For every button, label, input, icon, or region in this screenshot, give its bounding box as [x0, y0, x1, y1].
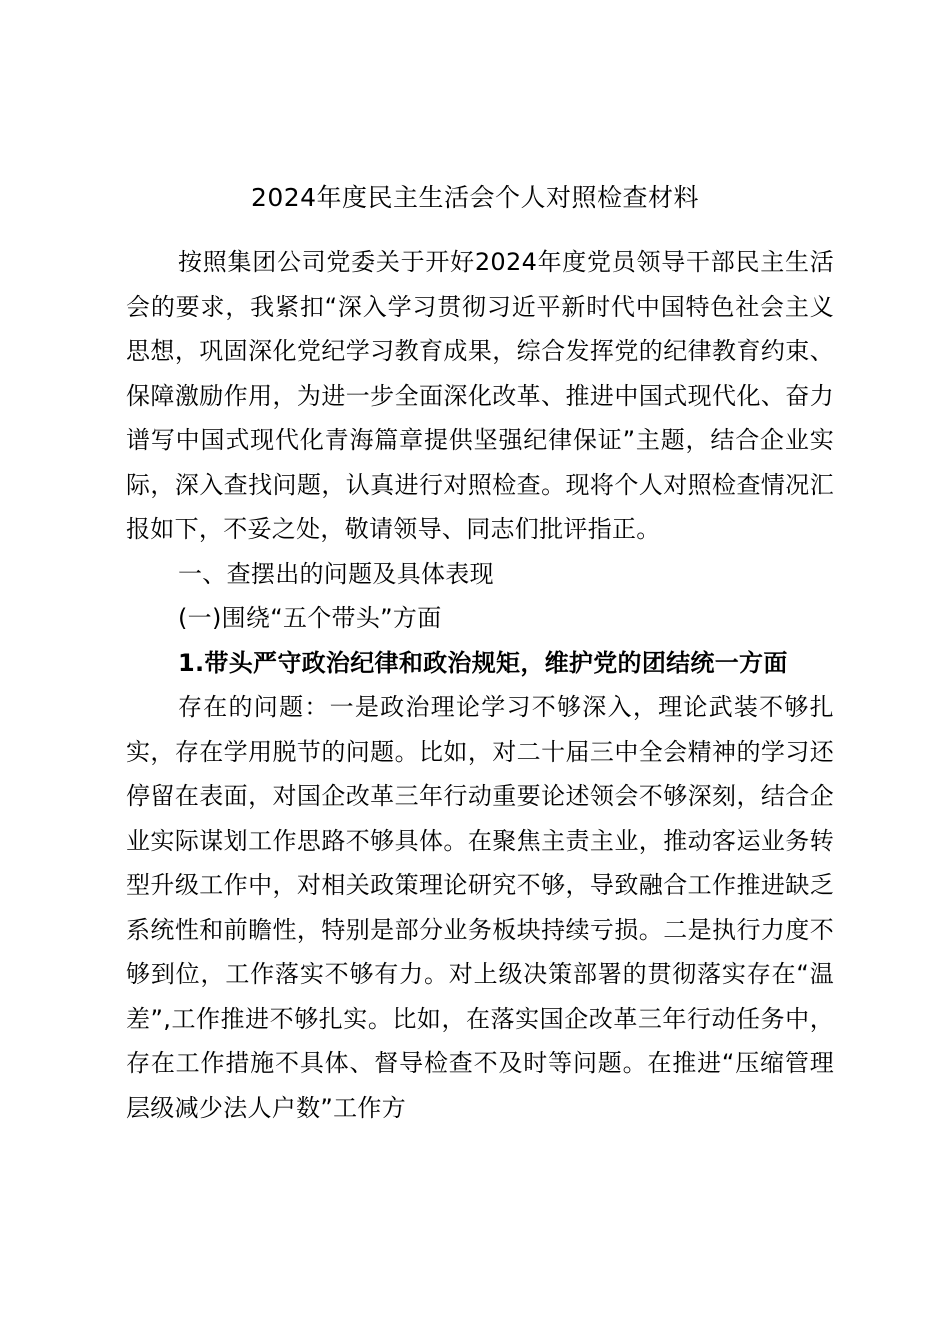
item-body-paragraph: 存在的问题：一是政治理论学习不够深入，理论武装不够扎实，存在学用脱节的问题。比如，对二十届三中全会精神的学习还停留在表面，对国企改革三年行动重要论述领会不够深刻，结合企业实际谋划工作思路不够具体。在聚焦主责主业，推动客运业务转型升级工作中，对相关政策理论研究不够，导致融合工作推进缺乏系统性和前瞻性，特别是部分业务板块持续亏损。二是执行力度不够到位，工作落实不够有力。对上级决策部署的贯彻落实存在“温差”,工作推进不够扎实。比如，在落实国企改革三年行动任务中，存在工作措施不具体、督导检查不及时等问题。在推进“压缩管理层级减少法人户数”工作方 — [126, 693, 834, 1122]
document-title: 2024年度民主生活会个人对照检查材料 — [250, 183, 700, 212]
intro-paragraph: 按照集团公司党委关于开好2024年度党员领导干部民主生活会的要求，我紧扣“深入学习贯彻习近平新时代中国特色社会主义思想，巩固深化党纪学习教育成果，综合发挥党的纪律教育约束、保障激励作用，为进一步全面深化改革、推进中国式现代化、奋力谱写中国式现代化青海篇章提供坚强纪律保证”主题，结合企业实际，深入查找问题，认真进行对照检查。现将个人对照检查情况汇报如下，不妥之处，敬请领导、同志们批评指正。 — [126, 248, 834, 543]
section-heading: 一、查摆出的问题及具体表现 — [178, 559, 494, 588]
subsection-heading: (一)围绕“五个带头”方面 — [178, 604, 442, 632]
document-body — [126, 240, 834, 1130]
item-heading: 1.带头严守政治纪律和政治规矩，维护党的团结统一方面 — [178, 648, 788, 677]
